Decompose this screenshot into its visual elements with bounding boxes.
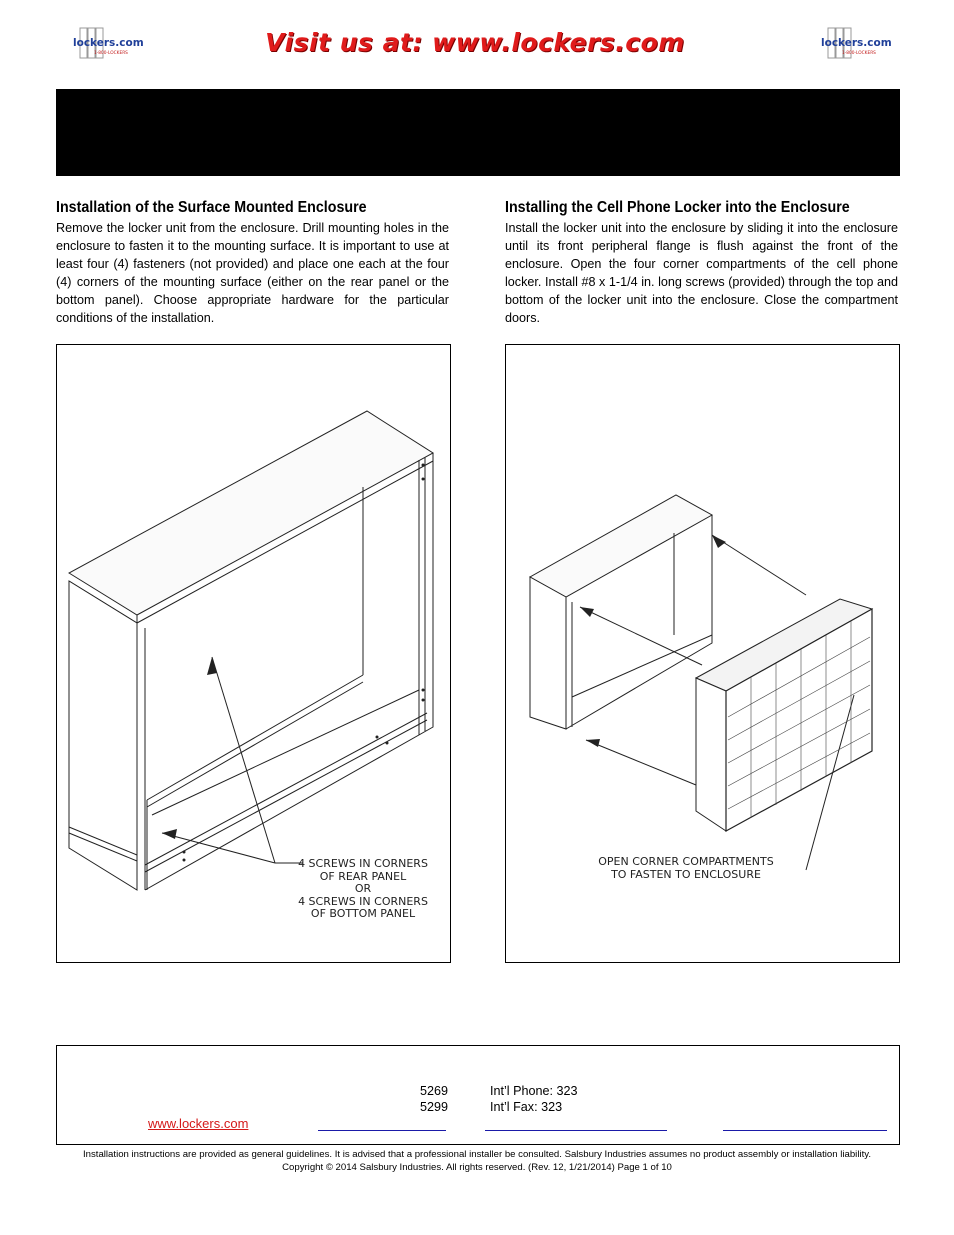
figure-label-line: OR	[354, 882, 372, 895]
figure-label-line: TO FASTEN TO ENCLOSURE	[611, 868, 761, 881]
banner-visit-us[interactable]: Visit us at: www.lockers.com	[265, 28, 685, 57]
right-section-title: Installing the Cell Phone Locker into the Enclosure	[505, 199, 850, 216]
link-underline[interactable]	[318, 1130, 446, 1131]
left-section	[56, 199, 449, 327]
footer-copyright: Copyright © 2014 Salsbury Industries. All rights reserved. (Rev. 12, 1/21/2014) Page 1 of 10	[282, 1162, 672, 1173]
phone-number: 5269	[420, 1084, 449, 1098]
intl-phone: Int’l Phone: 323	[490, 1084, 578, 1098]
install-figure	[505, 344, 900, 963]
left-section-body: Remove the locker unit from the enclosure. Drill mounting holes in the enclosure to fasten it to the mounting surface. It is important to use at least four (4) fasteners (not provided) and place one each at the four (4) corners of the mounting surface (either on the rear panel or the bottom panel). Choose appropriate hardware for the particular conditions of the installation.	[56, 221, 449, 325]
website-link[interactable]: www.lockers.com	[148, 1116, 249, 1131]
lockers-logo-right[interactable]	[820, 26, 892, 62]
figure-label-line: OF REAR PANEL	[319, 870, 407, 883]
logo-subtext: 1-800-LOCKERS	[94, 51, 128, 56]
right-section	[505, 199, 898, 327]
logo-subtext: 1-800-LOCKERS	[842, 51, 876, 56]
figure-label-line: 4 SCREWS IN CORNERS	[298, 857, 428, 870]
fax-number: 5299	[420, 1100, 449, 1114]
right-section-body: Install the locker unit into the enclosure by sliding it into the enclosure until its front peripheral flange is flush against the front of the enclosure. Open the four corner compartments of the cell phone locker. Install #8 x 1-1/4 in. long screws (provided) through the top and bottom of the locker unit into the enclosure. Close the compartment doors.	[505, 221, 898, 325]
left-section-title: Installation of the Surface Mounted Enclosure	[56, 199, 367, 216]
figure-label-line: OF BOTTOM PANEL	[310, 907, 416, 920]
enclosure-figure	[56, 344, 451, 963]
logo-text: lockers.com	[821, 37, 892, 49]
lockers-logo-left[interactable]	[72, 26, 144, 62]
link-underline[interactable]	[485, 1130, 667, 1131]
link-underline[interactable]	[723, 1130, 887, 1131]
figure-label-line: OPEN CORNER COMPARTMENTS	[598, 855, 774, 868]
figure-label-line: 4 SCREWS IN CORNERS	[298, 895, 428, 908]
intl-fax: Int’l Fax: 323	[490, 1100, 563, 1114]
footer-disclaimer: Installation instructions are provided as general guidelines. It is advised that a professional installer be consulted. Salsbury Industries assumes no product assembly or installation liability.	[83, 1149, 871, 1160]
logo-text: lockers.com	[73, 37, 144, 49]
title-bar	[56, 89, 900, 176]
